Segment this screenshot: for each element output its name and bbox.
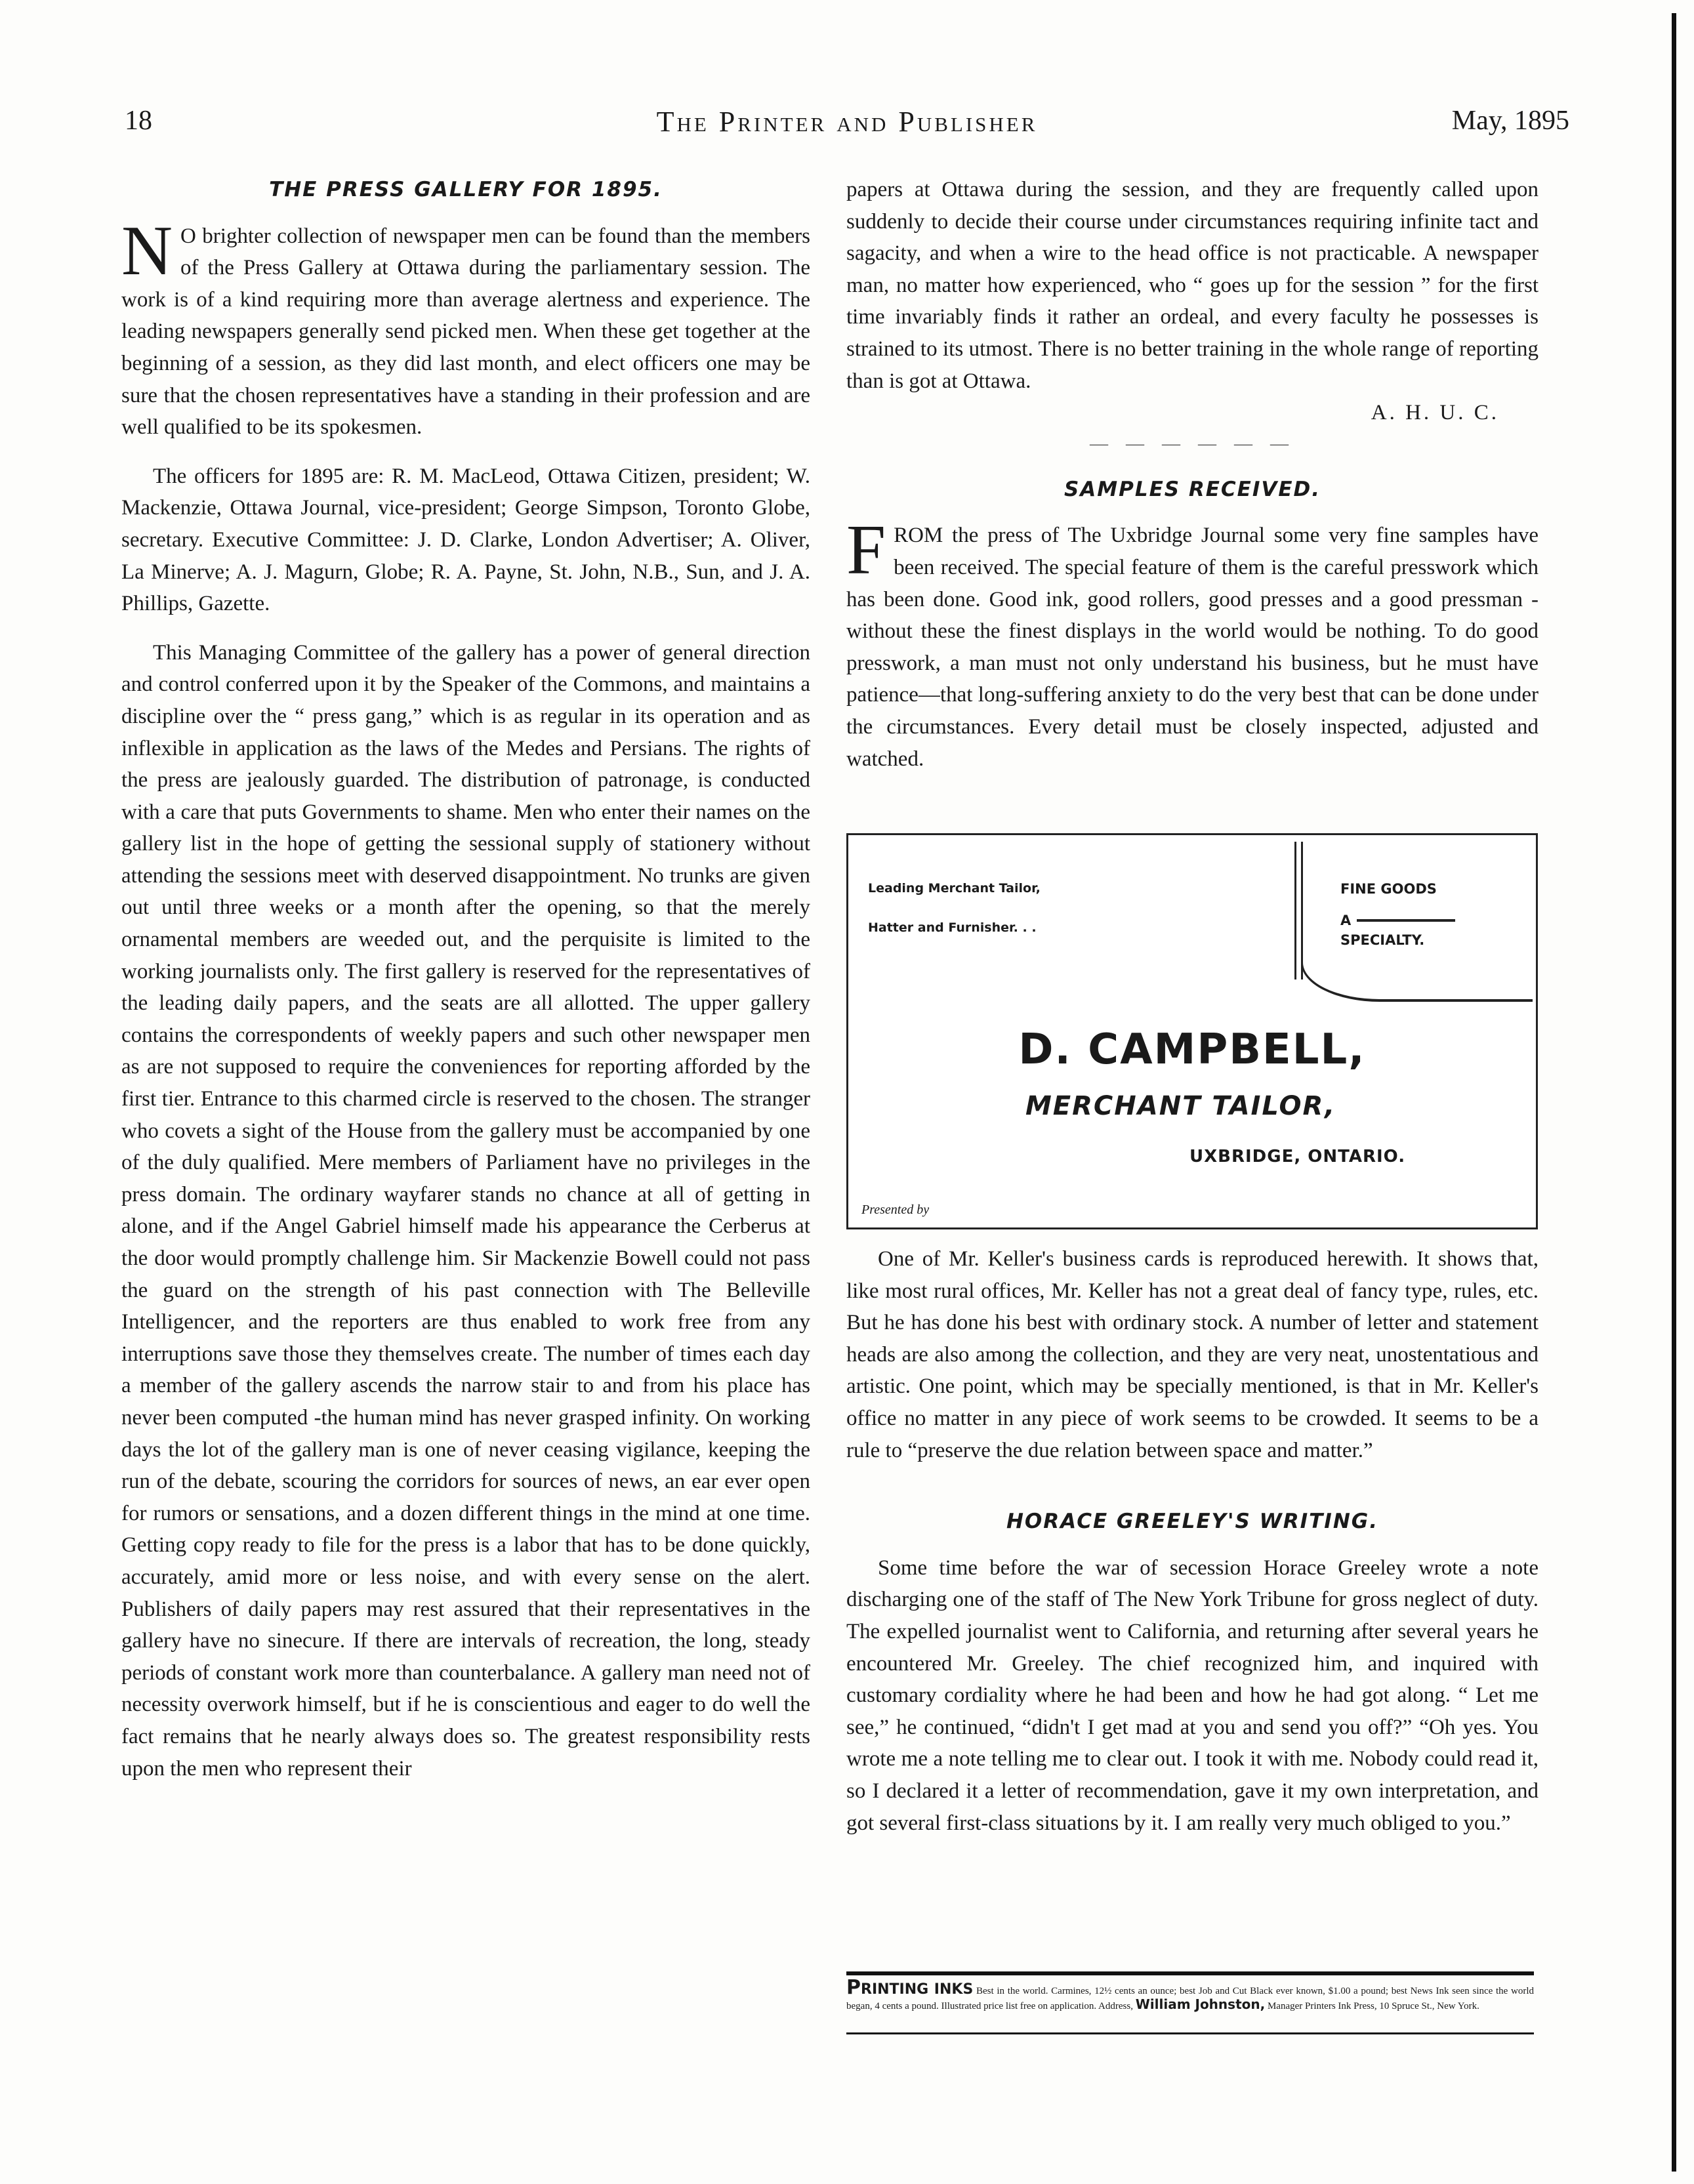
ad-body: Best in the world. Carmines, 12½ cents an ounce; best Job and Cut Black ever known, $1.00 a pound; best News Ink seen since the world began, 4 cents a pound. Illustrated price list free on application. Address, — [846, 1986, 1534, 2011]
card-ornament — [1301, 947, 1533, 1002]
card-line: A — [1340, 913, 1352, 928]
card-line: Hatter and Furnisher. . . — [868, 920, 1037, 935]
drop-cap: N — [121, 211, 173, 290]
ad-rule — [846, 1971, 1534, 1975]
paragraph: The officers for 1895 are: R. M. MacLeod, Ottawa Citizen, president; W. Mackenzie, Ottawa Journal, vice-president; George Simpson, Toronto Globe, secretary. Executive Committee: J. D. Clarke, London Advertiser; A. Oliver, La Minerve; A. J. Magurn, Globe; R. A. Payne, St. John, N.B., Sun, and J. A. Phillips, Gazette. — [121, 464, 810, 616]
ad-initial: P — [846, 1976, 861, 1999]
paragraph-text: O brighter collection of newspaper men can be found than the members of the Press Gallery at Ottawa during the parliamentary session. The work is of a kind requiring more than average alertness and experience. The leading newspapers generally send picked men. When these get together at the beginning of a session, as they did last month, and elect officers one may be sure that the chosen representatives have a standing in their profession and are well qualified to be its spokesmen. — [121, 224, 810, 440]
right-column — [846, 174, 1539, 775]
article-heading-press-gallery: THE PRESS GALLERY FOR 1895. — [269, 178, 663, 201]
card-presented: Presented by — [861, 1203, 930, 1217]
ad-advertiser: William Johnston, — [1135, 1996, 1266, 2012]
issue-date: May, 1895 — [1451, 106, 1569, 136]
drop-cap: F — [846, 511, 886, 590]
paragraph: This Managing Committee of the gallery has a power of general direction and control conferred upon it by the Speaker of the Commons, and maintains a discipline over the “ press gang,” which is as regular in its operation and as inflexible in application as the laws of the Medes and Persians. The rights of the press are jealously guarded. The distribution of patronage, is conducted with a care that puts Governments to shame. Men who enter their names on the gallery list in the hope of getting the sessional supply of stationery without attending the sessions meet with deserved disappointment. No trunks are given out until three weeks or a month after the opening, so that the merely ornamental members are weeded out, and the perquisite is limited to the working journalists only. The first gallery is reserved for the representatives of the leading daily papers, and the seats are all allotted. The upper gallery contains the correspondents of weekly papers and such other newspaper men as are not supposed to require the conveniences for reporting afforded by the first tier. Entrance to this charmed circle is reserved to the chosen. The stranger who covets a sight of the House from the gallery must be accompanied by one of the duly qualified. Mere members of Parliament have no privileges in the press domain. The ordinary wayfarer stands no chance at all of getting in alone, and if the Angel Gabriel himself made his appearance the Cerberus at the door would promptly challenge him. Sir Mackenzie Bowell could not pass the guard on the strength of his past connection with The Belleville Intelligencer, and the reporters are thus enabled to work free from any interruptions save those they themselves create. The number of times each day a member of the gallery ascends the narrow stair to and from his place has never been computed -the human mind has never grasped infinity. On working days the lot of the gallery man is one of never ceasing vigilance, keeping the run of the debate, scouring the corridors for sources of news, an ear ever open for rumors or sensations, and a dozen different things in the mind at one time. Getting copy ready to file for the press is a labor that has to be done quickly, accurately, amid more or less noise, and with every sense on the alert. Publishers of daily papers may rest assured that their representatives in the gallery have no sinecure. If there are intervals of recreation, the long, steady periods of constant work more than counterbalance. A gallery man need not of necessity overwork himself, but if he is conscientious and eager to do well the fact remains that he nearly always does so. The greatest responsibility rests upon the men who represent their — [121, 640, 810, 1781]
paragraph-text: ROM the press of The Uxbridge Journal some very fine samples have been received. The special feature of them is the careful presswork which has been done. Good ink, good rollers, good presses and a good pressman -without these the finest displays in the world would be nothing. To do good presswork, a man must not only understand his business, but he must have patience—that long-suffering anxiety to do the very best that can be done under the circumstances. Every detail must be closely inspected, adjusted and watched. — [846, 524, 1539, 771]
card-rule — [1294, 842, 1296, 979]
signature: A. H. U. C. — [1371, 401, 1499, 425]
right-column-lower — [846, 1243, 1539, 1839]
ad-rule — [846, 2032, 1534, 2034]
article-heading-greeley: HORACE GREELEY'S WRITING. — [1006, 1510, 1379, 1534]
paragraph: Some time before the war of secession Horace Greeley wrote a note discharging one of the staff of The New York Tribune for gross neglect of duty. The expelled journalist went to California, and returning after several years he encountered Mr. Greeley. The chief recognized him, and inquired with customary cordiality where he had been and how he had got along. “ Let me see,” he continued, “didn't I get mad at you and send you off?” “Oh yes. You wrote me a note telling me to clear out. I took it with me. Nobody could read it, so I declared it a letter of recommendation, gave it my own interpretation, and got several first-class situations by it. I am really very much obliged to you.” — [846, 1556, 1539, 1835]
paragraph — [121, 211, 810, 443]
business-card-reproduction — [846, 833, 1538, 1229]
card-place: UXBRIDGE, ONTARIO. — [1189, 1147, 1406, 1166]
card-line: FINE GOODS — [1340, 881, 1437, 897]
left-column — [121, 174, 810, 1784]
card-line: SPECIALTY. — [1340, 932, 1425, 948]
ad-address: Manager Printers Ink Press, 10 Spruce St., New York. — [1267, 2001, 1479, 2011]
publication-title: The Printer and Publisher — [656, 106, 1038, 138]
paragraph: One of Mr. Keller's business cards is reproduced herewith. It shows that, like most rural offices, Mr. Keller has not a great deal of fancy type, rules, etc. But he has done his best with ordinary stock. A number of letter and statement heads are also among the collection, and they are very neat, unostentatious and artistic. One point, which may be specially mentioned, is that in Mr. Keller's office no matter in any piece of work seems to be crowded. It seems to be a rule to “preserve the due relation between space and matter.” — [846, 1247, 1539, 1462]
card-line: Leading Merchant Tailor, — [868, 881, 1041, 896]
article-heading-samples: SAMPLES RECEIVED. — [1064, 477, 1321, 501]
paragraph — [846, 511, 1539, 775]
ad-lead: RINTING INKS — [861, 1981, 974, 1998]
card-name: D. CAMPBELL, — [1018, 1025, 1366, 1074]
card-trade: MERCHANT TAILOR, — [1025, 1091, 1336, 1121]
printing-inks-advertisement — [846, 1976, 1534, 2013]
page-number: 18 — [125, 106, 152, 136]
paragraph: papers at Ottawa during the session, and they are frequently called upon suddenly to decide their course under circumstances requiring infinite tact and sagacity, and when a wire to the head office is not practicable. A newspaper man, no matter how experienced, who “ goes up for the session ” for the first time invariably finds it rather an ordeal, and every faculty he possesses is strained to its utmost. There is no better training in the whole range of reporting than is got at Ottawa. — [846, 178, 1539, 393]
card-rule — [1357, 919, 1455, 922]
page-edge-rule — [1672, 13, 1676, 2172]
section-separator: — — — — — — — [1090, 433, 1295, 454]
